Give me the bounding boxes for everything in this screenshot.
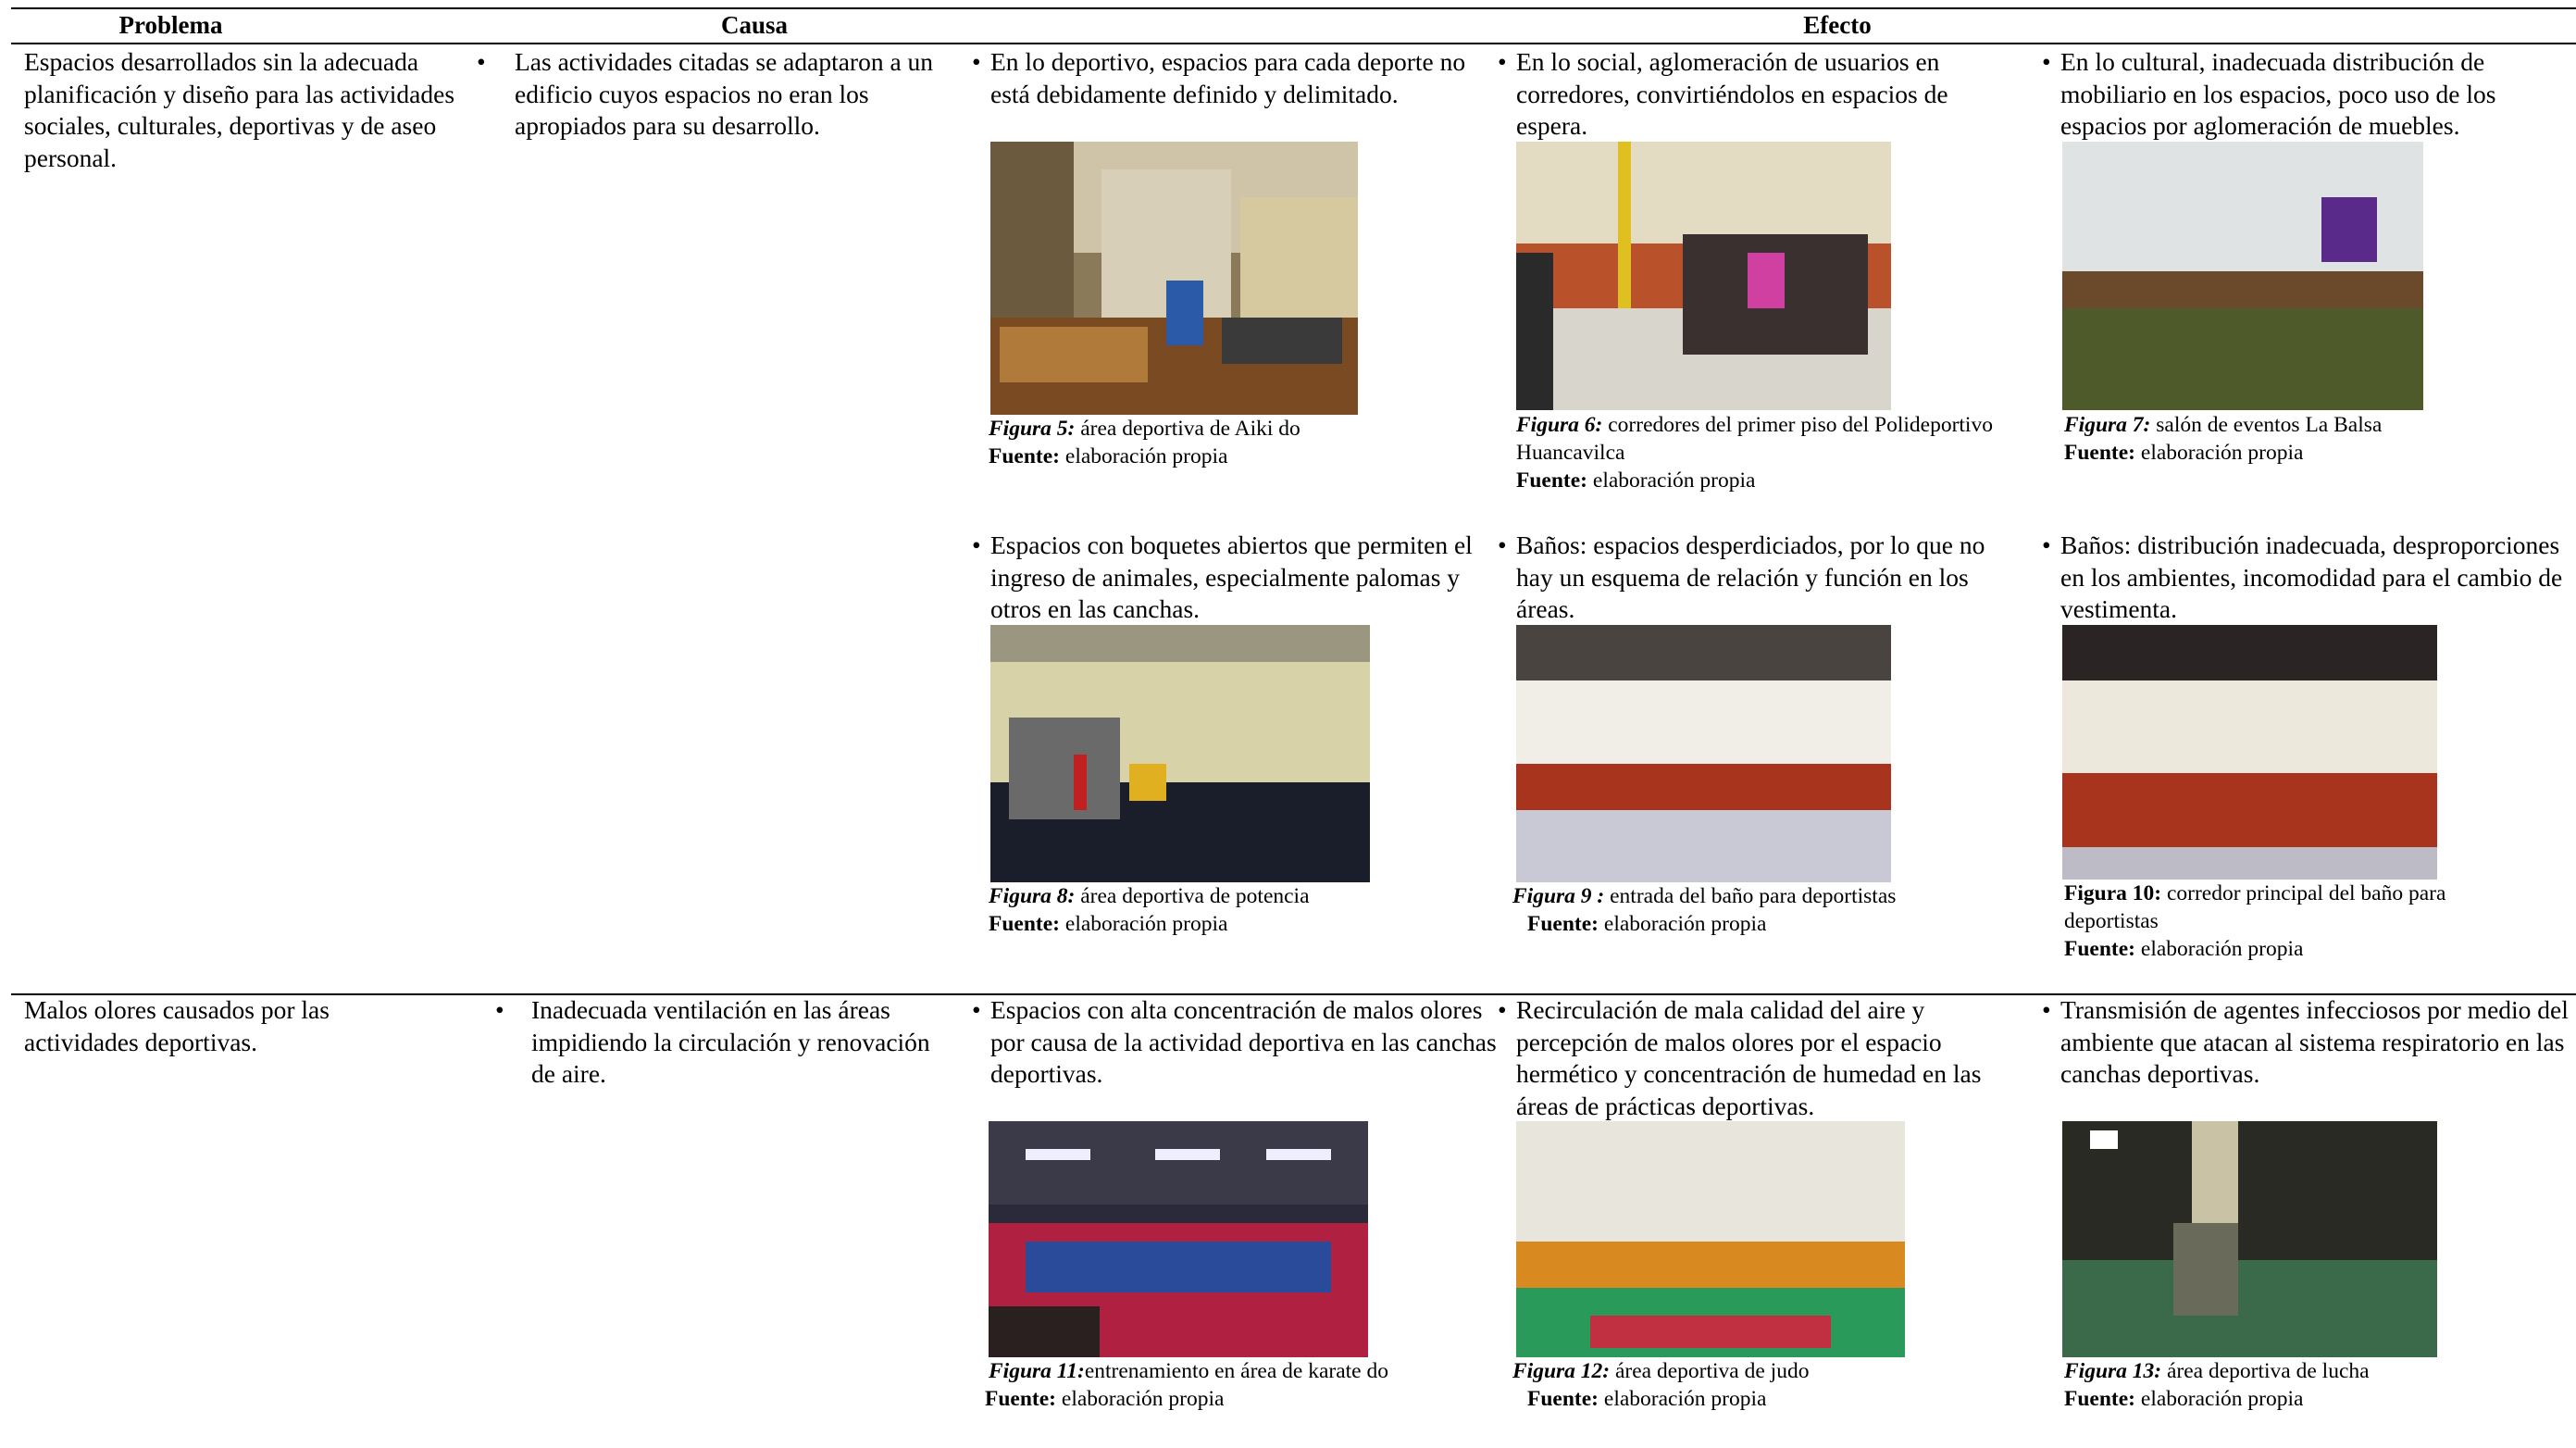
source-text: elaboración propia	[2140, 1387, 2304, 1411]
effect-text: En lo cultural, inadecuada distribución de mobiliario en los espacios, poco uso de los espacios por aglomeración de muebles.	[2060, 47, 2496, 140]
effect-text: En lo social, aglomeración de usuarios en corredores, convirtiéndolos en espacios de espera.	[1516, 47, 1948, 140]
source-label: Fuente:	[985, 1387, 1057, 1411]
source-text: elaboración propia	[2140, 937, 2304, 961]
figure-5-photo	[990, 142, 1358, 415]
figure-caption-text: entrada del baño para deportistas	[1610, 884, 1897, 908]
figure-11-caption	[985, 1357, 1507, 1413]
source-text: elaboración propia	[1603, 912, 1767, 936]
figure-12-caption	[1512, 1357, 1994, 1413]
effect-bullet: •	[2042, 47, 2051, 76]
figure-label: Figura 11:	[989, 1359, 1085, 1383]
figure-caption-text: área deportiva de lucha	[2167, 1359, 2370, 1383]
figure-9-photo	[1516, 625, 1891, 882]
row1-causa-bullet: •	[477, 47, 486, 76]
figure-caption-text: área deportiva de Aiki do	[1080, 417, 1300, 441]
effect-bullet: •	[972, 995, 981, 1024]
figure-label: Figura 13:	[2064, 1359, 2162, 1383]
figure-caption-text: área deportiva de potencia	[1080, 884, 1310, 908]
figure-caption-text: corredor principal del baño para deportistas	[2064, 881, 2446, 933]
effect-bullet: •	[2042, 531, 2051, 559]
figure-10-caption	[2064, 880, 2545, 963]
row1-problema: Espacios desarrollados sin la adecuada planificación y diseño para las actividades sociales, culturales, deportivas y de aseo personal.	[24, 47, 455, 172]
figure-8-photo	[990, 625, 1370, 882]
figure-label: Figura 5:	[989, 417, 1076, 441]
source-text: elaboración propia	[1061, 1387, 1225, 1411]
source-text: elaboración propia	[2140, 441, 2304, 465]
row2-causa: Inadecuada ventilación en las áreas impidiendo la circulación y renovación de aire.	[531, 995, 930, 1088]
source-label: Fuente:	[1527, 912, 1599, 936]
effect-text: Recirculación de mala calidad del aire y percepción de malos olores por el espacio hermético y concentración de humedad en las áreas de prácticas deportivas.	[1516, 995, 1982, 1120]
figure-7-photo	[2062, 142, 2423, 410]
effect-text: Baños: espacios desperdiciados, por lo que no hay un esquema de relación y función en los áreas.	[1516, 531, 1985, 623]
effect-text: Baños: distribución inadecuada, desproporciones en los ambientes, incomodidad para el cambio de vestimenta.	[2060, 531, 2563, 623]
figure-8-caption	[989, 882, 1470, 938]
effect-bullet: •	[1498, 47, 1507, 76]
table-top-rule	[11, 7, 2576, 9]
figure-11-photo	[989, 1121, 1368, 1357]
figure-label: Figura 8:	[989, 884, 1076, 908]
figure-label: Figura 7:	[2064, 413, 2151, 437]
source-label: Fuente:	[1516, 468, 1588, 493]
effect-bullet: •	[972, 531, 981, 559]
figure-label: Figura 10:	[2064, 881, 2162, 905]
source-text: elaboración propia	[1603, 1387, 1767, 1411]
source-label: Fuente:	[2064, 441, 2136, 465]
source-label: Fuente:	[2064, 1387, 2136, 1411]
effect-bullet: •	[1498, 995, 1507, 1024]
header-causa: Causa	[720, 11, 789, 39]
source-text: elaboración propia	[1064, 912, 1228, 936]
effect-bullet: •	[972, 47, 981, 76]
figure-10-photo	[2062, 625, 2437, 880]
row1-causa: Las actividades citadas se adaptaron a un edificio cuyos espacios no eran los apropiados para su desarrollo.	[515, 47, 934, 140]
figure-12-photo	[1516, 1121, 1905, 1357]
source-label: Fuente:	[1527, 1387, 1599, 1411]
figure-9-caption	[1512, 882, 1994, 938]
figure-caption-text: área deportiva de judo	[1615, 1359, 1810, 1383]
figure-caption-text: entrenamiento en área de karate do	[1084, 1359, 1388, 1383]
figure-13-photo	[2062, 1121, 2437, 1357]
source-label: Fuente:	[989, 444, 1061, 468]
header-bottom-rule	[11, 43, 2576, 44]
effect-text: Espacios con boquetes abiertos que permiten el ingreso de animales, especialmente palomas y otros en las canchas.	[990, 531, 1473, 623]
source-label: Fuente:	[989, 912, 1061, 936]
header-efecto: Efecto	[1803, 11, 1872, 39]
effect-bullet: •	[1498, 531, 1507, 559]
figure-label: Figura 12:	[1512, 1359, 1611, 1383]
figure-caption-text: corredores del primer piso del Polideportivo Huancavilca	[1516, 413, 1993, 465]
source-text: elaboración propia	[1592, 468, 1756, 493]
effect-bullet: •	[2042, 995, 2051, 1024]
figure-caption-text: salón de eventos La Balsa	[2156, 413, 2383, 437]
row2-problema: Malos olores causados por las actividades deportivas.	[24, 995, 330, 1056]
figure-13-caption	[2064, 1357, 2545, 1413]
figure-6-photo	[1516, 142, 1891, 410]
figure-6-caption	[1516, 411, 1997, 494]
effect-text: En lo deportivo, espacios para cada deporte no está debidamente definido y delimitado.	[990, 47, 1466, 108]
effect-text: Transmisión de agentes infecciosos por medio del ambiente que atacan al sistema respiratorio en las canchas deportivas.	[2060, 995, 2569, 1088]
figure-label: Figura 9 :	[1512, 884, 1605, 908]
row2-causa-bullet: •	[495, 995, 504, 1024]
figure-label: Figura 6:	[1516, 413, 1603, 437]
figure-5-caption	[989, 415, 1470, 470]
figure-7-caption	[2064, 411, 2545, 467]
header-problema: Problema	[118, 11, 223, 39]
source-label: Fuente:	[2064, 937, 2136, 961]
effect-text: Espacios con alta concentración de malos olores por causa de la actividad deportiva en las canchas deportivas.	[990, 995, 1497, 1088]
source-text: elaboración propia	[1064, 444, 1228, 468]
